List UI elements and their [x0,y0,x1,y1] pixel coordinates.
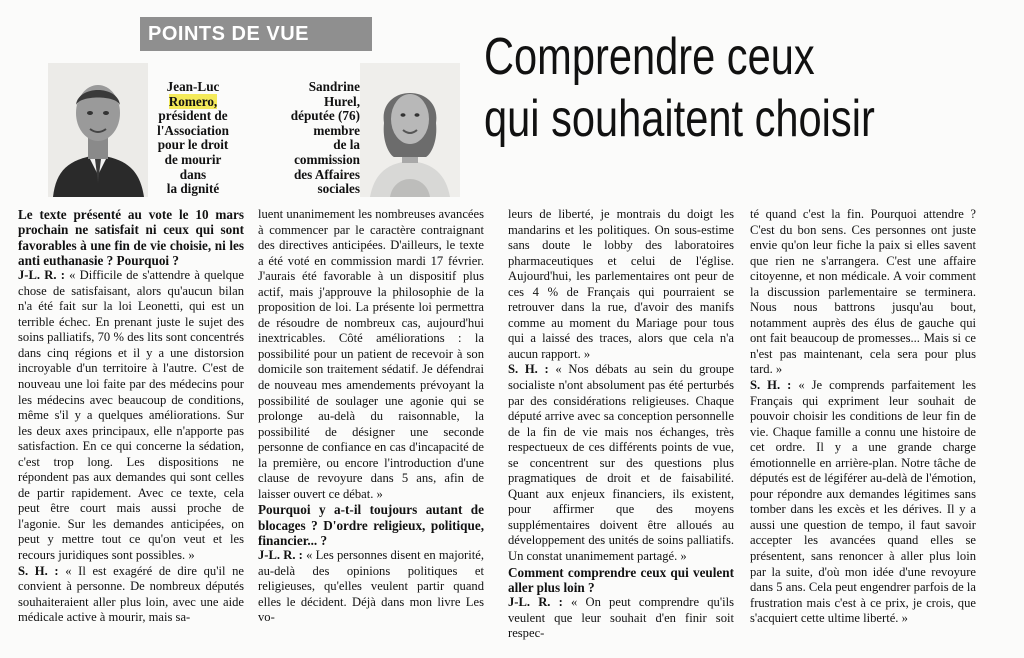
hurel-line: députée (76) [290,108,360,124]
portrait-hurel [360,63,460,197]
question-2: Pourquoi y a-t-il toujours autant de blocages ? D'ordre religieux, politique, financier... ? [258,502,484,548]
romero-role-line: l'Association [157,122,229,138]
answer-text: « Les personnes disent en majorité, au-delà des opinions politiques et religieuses, qu'elles veulent partir quand elles le décident. Déjà dans mon livre Les vo- [258,548,484,625]
romero-role-line: pour le droit [157,137,229,153]
hurel-line: des Affaires [293,166,360,182]
section-label: POINTS DE VUE [148,23,309,45]
article-column-3 [508,207,734,647]
romero-last-name: Romero, [168,93,218,109]
speaker-label: J-L. R. : [18,268,65,283]
portrait-romero [48,63,148,197]
answer-text: « Nos débats au sein du groupe socialiste n'ont absolument pas été perturbés par des considérations religieuses. Chaque député arrive avec sa conception personnelle de la fin de vie mais nos échanges, très respectueux de ces différents points de vue, se concentrent sur des questions plus pragmatiques de droit et de faisabilité. Quant aux enjeux financiers, ils existent, pour affirmer que des moyens supplémentaires doivent être alloués au développement des unités de soins palliatifs. Un constat unanimement partagé. » [508,362,734,564]
question-3: Comment comprendre ceux qui veulent aller plus loin ? [508,564,734,595]
romero-role-line: de mourir [164,151,222,167]
answer-text: té quand c'est la fin. Pourquoi attendre ? C'est du bon sens. Ces personnes ont juste envie qu'on leur fiche la paix si elles savent que rien ne s'arrangera. C'est une affaire citoyenne, et non médicale. A voir comment la discussion parlementaire se terminera. Nous nous battrons jusqu'au bout, notamment auprès des élus de gauche qui ont fait beaucoup de promesses... Mais si ce n'est pas maintenant, cela sera pour plus tard. » [750,207,976,377]
answer-text: luent unanimement les nombreuses avancées à commencer par le caractère contraignant des directives anticipées. D'ailleurs, le texte a été voté en commission mardi 17 février. J'aurais été favorable à un dispositif plus actif, mais j'approuve la philosophie de la proposition de loi. La présente loi permettra de résoudre de nombreux cas, aujourd'hui inextricables. Côté améliorations : la possibilité pour un patient de recevoir à son domicile son traitement sédatif. Je défendrai de nouveau mes amendements prévoyant la possibilité de soulager une agonie qui se prolonge au-delà du raisonnable, la possibilité de désigner une seconde personne de confiance en cas d'incapacité de la première, ou encore l'introduction d'une clause de revoyure dans 5 ans, afin de laisser ouvert ce débat. » [258,207,484,501]
headline [484,26,913,150]
article-column-2 [258,207,484,647]
article-column-4 [750,207,976,647]
hurel-line: de la [333,137,360,153]
speaker-label: S. H. : [750,378,792,393]
answer-text: « Difficile de s'attendre à quelque chose de satisfaisant, alors qu'aucun bilan n'a été fait sur la loi Leonetti, qui est un terrible échec. En prenant juste le sujet des soins palliatifs, 70 % des lits sont concentrés dans cinq régions et il y a une distorsion incroyable d'un territoire à l'autre. C'est de nouveau une loi faite par des médecins pour les médecins avec beaucoup de conditions, même s'il y a quelques améliorations. Sur les deux axes principaux, elle n'apporte pas satisfaction. En ce qui concerne la sédation, c'est trop long. Les dispositions ne répondent pas aux demandes qui sont celles de partir rapidement. Avec ce texte, cela peut être court mais aussi proche de l'agonie. Sur les demandes anticipées, on peut y mettre tout ce qu'on veut et les recours juridiques sont possibles. » [18,268,244,563]
romero-first-name: Jean-Luc [166,79,220,94]
answer-text: « On peut comprendre qu'ils veulent que leur souhait d'en finir soit respec- [508,595,734,641]
hurel-line: membre [313,122,360,138]
romero-role-line: la dignité [166,181,220,197]
headline-line-2: qui souhaitent choisir [484,90,875,148]
hurel-line: Hurel, [323,93,360,109]
speaker-label: S. H. : [508,362,549,377]
speaker-label: S. H. : [18,563,59,578]
caption-romero [148,80,238,197]
headline-line-1: Comprendre ceux [484,28,815,86]
answer-text: leurs de liberté, je montrais du doigt les mandarins et les politiques. On sous-estime sans doute le lobby des laboratoires pharmaceutiques et celui de l'église. Aujourd'hui, les parlementaires ont peur de ces 4 % de Français qui pourraient se retrouver dans la rue, d'avoir des manifs comme au moment du Mariage pour tous qui a laissé des traces, alors que cela n'a aucun rapport. » [508,207,734,361]
question-1: Le texte présenté au vote le 10 mars prochain ne satisfait ni ceux qui sont favorables à une fin de vie choisie, ni les anti euthanasie ? Pourquoi ? [18,207,244,268]
answer-text: « Je comprends parfaitement les Français qui expriment leur souhait de pouvoir choisir les conditions de leur fin de vie. Chaque famille a connu une histoire de cet ordre. Il y a une grande charge émotionnelle en arrière-plan. Notre tâche de députés est de légiférer au-delà de l'émotion, pour répondre aux demandes légitimes sans tomber dans les excès et les dérives. Il y a aussi une question de tempo, il faut savoir accepter les avancées quand elles se présentent, sans renoncer à aller plus loin par la suite, d'où mon idée d'une revoyure dans 5 ans. Cela peut engendrer parfois de la frustration mais c'est à ce prix, je crois, que s'acquiert cette ultime liberté. » [750,378,976,626]
section-banner [140,17,372,51]
romero-role-line: dans [179,166,207,182]
caption-hurel [270,80,360,197]
hurel-line: sociales [317,181,360,197]
romero-role-line: président de [158,108,228,124]
speaker-label: J-L. R. : [508,595,563,610]
article-column-1 [18,207,244,647]
hurel-line: commission [294,151,360,167]
hurel-line: Sandrine [308,79,360,94]
answer-text: « Il est exagéré de dire qu'il ne convient à personne. De nombreux députés souhaiteraient aller plus loin, avec une aide médicale active à mourir, mais sa- [18,563,244,625]
speaker-label: J-L. R. : [258,548,303,563]
